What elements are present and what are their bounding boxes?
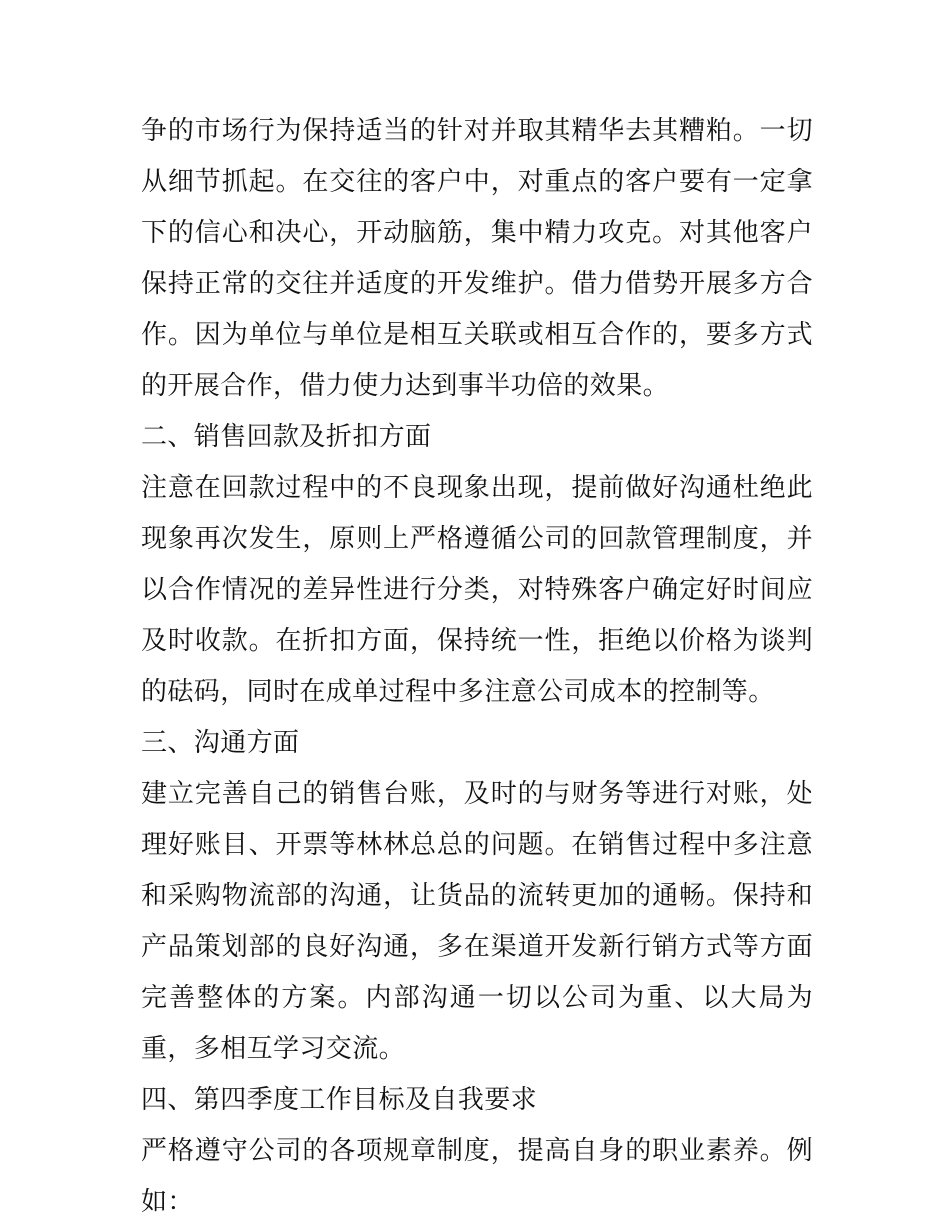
paragraph-q4-goals: 严格遵守公司的各项规章制度，提高自身的职业素养。例如： (141, 1136, 813, 1217)
paragraph-communication: 建立完善自己的销售台账，及时的与财务等进行对账，处理好账目、开票等林林总总的问题。在销售过程中多注意和采购物流部的沟通，让货品的流转更加的通畅。保持和产品策划部的良好沟通，多在渠道开发新行销方式等方面完善整体的方案。内部沟通一切以公司为重、以大局为重，多相互学习交流。 (141, 779, 813, 1064)
paragraph-payment-discount: 注意在回款过程中的不良现象出现，提前做好沟通杜绝此现象再次发生，原则上严格遵循公司的回款管理制度，并以合作情况的差异性进行分类，对特殊客户确定好时间应及时收款。在折扣方面，保持统一性，拒绝以价格为谈判的砝码，同时在成单过程中多注意公司成本的控制等。 (141, 473, 813, 707)
section-heading-payment-discount: 二、销售回款及折扣方面 (141, 422, 432, 452)
document-body (141, 106, 813, 1228)
section-heading-q4-goals: 四、第四季度工作目标及自我要求 (141, 1085, 538, 1115)
section-heading-communication: 三、沟通方面 (141, 728, 300, 758)
paragraph-customer-strategy: 争的市场行为保持适当的针对并取其精华去其糟粕。一切从细节抓起。在交往的客户中，对重点的客户要有一定拿下的信心和决心，开动脑筋，集中精力攻克。对其他客户保持正常的交往并适度的开发维护。借力借势开展多方合作。因为单位与单位是相互关联或相互合作的，要多方式的开展合作，借力使力达到事半功倍的效果。 (141, 116, 813, 401)
